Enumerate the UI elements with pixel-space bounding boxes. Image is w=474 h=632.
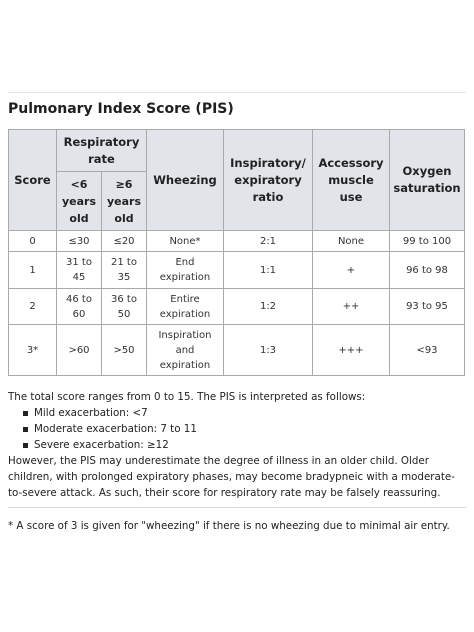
cell-oxygen: 99 to 100 xyxy=(390,231,465,252)
top-divider xyxy=(8,92,466,93)
header-under-6: <6 years old xyxy=(57,172,102,231)
cell-wheezing: None* xyxy=(147,231,224,252)
notes-paragraph: However, the PIS may underestimate the degree of illness in an older child. Older children, with prolonged expiratory phases, may become bradypneic with a moderate-to-severe attack. As such, their score for respiratory rate may be falsely reassuring. xyxy=(8,455,455,499)
cell-accessory: ++ xyxy=(313,289,390,325)
cell-ie-ratio: 1:3 xyxy=(224,325,313,376)
cell-rr-under6: ≤30 xyxy=(57,231,102,252)
cell-score: 0 xyxy=(9,231,57,252)
header-oxygen-saturation: Oxygen saturation xyxy=(390,130,465,231)
header-score: Score xyxy=(9,130,57,231)
header-accessory-muscle-use: Accessory muscle use xyxy=(313,130,390,231)
cell-ie-ratio: 1:1 xyxy=(224,252,313,289)
cell-accessory: + xyxy=(313,252,390,289)
cell-wheezing: End expiration xyxy=(147,252,224,289)
table-row xyxy=(9,252,465,289)
interpretation-notes xyxy=(8,389,468,501)
cell-score: 1 xyxy=(9,252,57,289)
cell-score: 2 xyxy=(9,289,57,325)
cell-score: 3* xyxy=(9,325,57,376)
cell-oxygen: 96 to 98 xyxy=(390,252,465,289)
cell-rr-under6: >60 xyxy=(57,325,102,376)
cell-rr-under6: 46 to 60 xyxy=(57,289,102,325)
cell-ie-ratio: 1:2 xyxy=(224,289,313,325)
list-item: Severe exacerbation: ≥12 xyxy=(34,437,468,453)
cell-rr-over6: 21 to 35 xyxy=(102,252,147,289)
cell-rr-over6: >50 xyxy=(102,325,147,376)
cell-accessory: +++ xyxy=(313,325,390,376)
pis-table xyxy=(8,129,465,376)
table-row xyxy=(9,231,465,252)
cell-ie-ratio: 2:1 xyxy=(224,231,313,252)
table-row xyxy=(9,325,465,376)
header-over-6: ≥6 years old xyxy=(102,172,147,231)
footnote-divider xyxy=(8,507,466,508)
notes-intro: The total score ranges from 0 to 15. The PIS is interpreted as follows: xyxy=(8,391,366,403)
header-respiratory-rate: Respiratory rate xyxy=(57,130,147,172)
footnote: * A score of 3 is given for "wheezing" if there is no wheezing due to minimal air entry. xyxy=(8,520,450,532)
list-item: Mild exacerbation: <7 xyxy=(34,405,468,421)
cell-rr-over6: ≤20 xyxy=(102,231,147,252)
page-title: Pulmonary Index Score (PIS) xyxy=(8,101,234,117)
cell-wheezing: Inspiration and expiration xyxy=(147,325,224,376)
cell-oxygen: 93 to 95 xyxy=(390,289,465,325)
table-row xyxy=(9,289,465,325)
severity-list xyxy=(8,405,468,453)
cell-wheezing: Entire expiration xyxy=(147,289,224,325)
cell-oxygen: <93 xyxy=(390,325,465,376)
cell-rr-over6: 36 to 50 xyxy=(102,289,147,325)
header-ie-ratio: Inspiratory/ expiratory ratio xyxy=(224,130,313,231)
header-wheezing: Wheezing xyxy=(147,130,224,231)
cell-accessory: None xyxy=(313,231,390,252)
list-item: Moderate exacerbation: 7 to 11 xyxy=(34,421,468,437)
cell-rr-under6: 31 to 45 xyxy=(57,252,102,289)
